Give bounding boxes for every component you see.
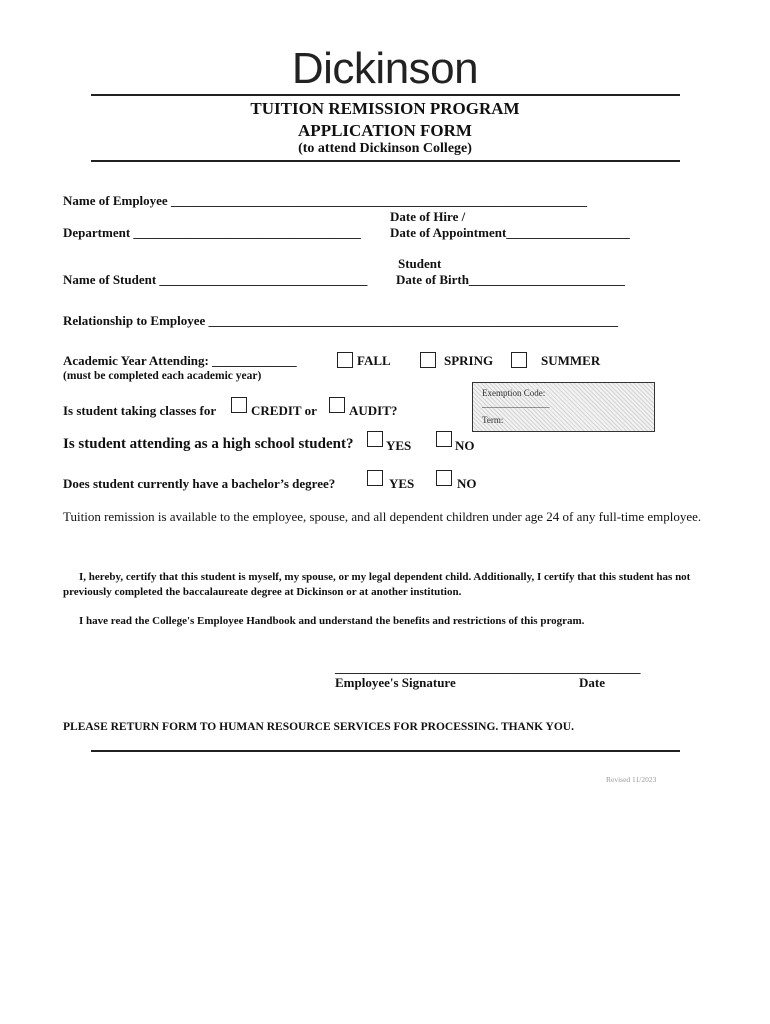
- name-of-employee-field[interactable]: Name of Employee ________________________________________________________________: [63, 193, 587, 208]
- bachelor-yes-label: YES: [389, 476, 415, 491]
- form-subtitle: (to attend Dickinson College): [298, 141, 472, 156]
- summer-checkbox[interactable]: [511, 352, 527, 368]
- date-of-birth-field[interactable]: Date of Birth________________________: [396, 272, 625, 287]
- credit-audit-question: Is student taking classes for: [63, 403, 217, 418]
- date-of-appointment-field[interactable]: Date of Appointment___________________: [390, 225, 630, 240]
- name-of-student-field[interactable]: Name of Student ________________________________: [63, 272, 368, 287]
- department-field[interactable]: Department ___________________________________: [63, 225, 361, 240]
- high-school-yes-label: YES: [386, 438, 412, 453]
- header-rule: [91, 160, 680, 162]
- signature-date-label: Date: [579, 675, 605, 690]
- exemption-code-label: Exemption Code:: [482, 388, 546, 398]
- return-instructions: PLEASE RETURN FORM TO HUMAN RESOURCE SERVICES FOR PROCESSING. THANK YOU.: [63, 721, 574, 733]
- footer-rule: [91, 750, 680, 752]
- credit-checkbox[interactable]: [231, 397, 247, 413]
- exemption-code-line[interactable]: _______________: [482, 399, 550, 409]
- term-label[interactable]: Term:: [482, 415, 504, 425]
- academic-year-note: (must be completed each academic year): [63, 370, 262, 382]
- form-title-line1: TUITION REMISSION PROGRAM: [250, 99, 520, 118]
- spring-checkbox[interactable]: [420, 352, 436, 368]
- audit-label: AUDIT?: [349, 403, 398, 418]
- credit-label: CREDIT or: [251, 403, 317, 418]
- certification-paragraph: I, hereby, certify that this student is myself, my spouse, or my legal dependent child. Additionally, I certify that this student has not previously completed the baccalaureate degree at Dickinson or at another institution.: [63, 571, 691, 598]
- audit-checkbox[interactable]: [329, 397, 345, 413]
- dickinson-logo: Dickinson: [291, 44, 479, 93]
- fall-label: FALL: [357, 353, 391, 368]
- signature-line[interactable]: _______________________________________________: [335, 660, 641, 675]
- form-title-line2: APPLICATION FORM: [298, 121, 472, 140]
- exemption-code-box: [472, 382, 655, 432]
- summer-label: SUMMER: [541, 353, 601, 368]
- bachelor-question: Does student currently have a bachelor’s degree?: [63, 476, 336, 491]
- relationship-field[interactable]: Relationship to Employee _______________________________________________________________: [63, 313, 619, 328]
- high-school-no-checkbox[interactable]: [436, 431, 452, 447]
- academic-year-field[interactable]: Academic Year Attending: _____________: [63, 353, 297, 368]
- bachelor-no-checkbox[interactable]: [436, 470, 452, 486]
- employee-signature-label: Employee's Signature: [335, 675, 456, 690]
- student-label: Student: [398, 256, 442, 271]
- eligibility-paragraph: Tuition remission is available to the employee, spouse, and all dependent children under age 24 of any full-time employee.: [63, 509, 702, 524]
- top-rule: [91, 94, 680, 96]
- spring-label: SPRING: [444, 353, 494, 368]
- high-school-yes-checkbox[interactable]: [367, 431, 383, 447]
- bachelor-no-label: NO: [457, 476, 477, 491]
- date-of-hire-label: Date of Hire /: [390, 209, 466, 224]
- fall-checkbox[interactable]: [337, 352, 353, 368]
- bachelor-yes-checkbox[interactable]: [367, 470, 383, 486]
- revision-date: Revised 11/2023: [606, 775, 657, 784]
- handbook-statement: I have read the College's Employee Handbook and understand the benefits and restrictions of this program.: [79, 615, 585, 627]
- high-school-no-label: NO: [455, 438, 475, 453]
- high-school-question: Is student attending as a high school student?: [63, 436, 354, 452]
